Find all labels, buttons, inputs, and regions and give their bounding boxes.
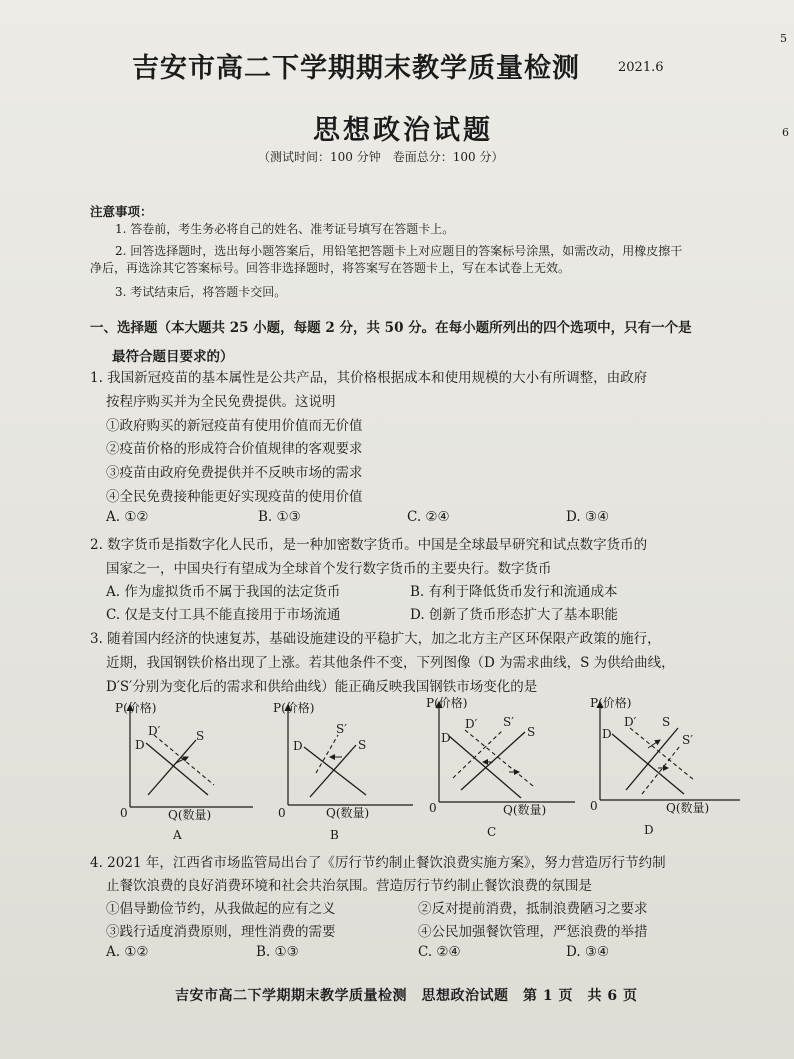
note-item: 3. 考试结束后，将答题卡交回。 xyxy=(115,285,287,299)
d-label: D xyxy=(135,738,145,752)
q1-option-b: B. ①③ xyxy=(258,509,301,525)
s-label: S xyxy=(662,715,671,729)
supply-curve-shifted xyxy=(642,746,680,794)
supply-curve-shifted xyxy=(453,730,503,778)
x-axis-label: Q(数量) xyxy=(326,806,370,820)
q2-option-c: C. 仅是支付工具不能直接用于市场流通 xyxy=(106,607,341,623)
question-3-stem-cont: 近期，我国钢铁价格出现了上涨。若其他条件不变，下列图像（D 为需求曲线，S 为供给曲线， xyxy=(106,655,675,671)
q3-graph-d xyxy=(590,690,750,840)
q4-statement-2: ②反对提前消费，抵制浪费陋习之要求 xyxy=(418,901,648,917)
question-3-stem: 3. 随着国内经济的快速复苏，基础设施建设的平稳扩大，加之北方主产区环保限产政策的施行， xyxy=(90,631,661,647)
graph-name: D xyxy=(644,823,654,837)
exam-title: 吉安市高二下学期期末教学质量检测 xyxy=(132,53,580,84)
q4-option-b: B. ①③ xyxy=(256,944,299,960)
y-axis-label: P(价格) xyxy=(273,701,315,715)
q3-graph-b xyxy=(268,695,418,845)
y-axis-label: P(价格) xyxy=(590,696,632,710)
q3-graph-c xyxy=(425,690,585,840)
graph-name: C xyxy=(487,825,497,839)
question-4-stem-cont: 止餐饮浪费的良好消费环境和社会共治氛围。营造厉行节约制止餐饮浪费的氛围是 xyxy=(106,878,592,894)
q1-statement-3: ③疫苗由政府免费提供并不反映市场的需求 xyxy=(106,465,363,481)
q2-option-a: A. 作为虚拟货币不属于我国的法定货币 xyxy=(106,584,341,600)
graph-name: B xyxy=(330,828,339,842)
s-label: S xyxy=(527,725,536,739)
q4-option-d: D. ③④ xyxy=(566,944,610,960)
q4-statement-1: ①倡导勤俭节约，从我做起的应有之义 xyxy=(106,901,336,917)
q1-statement-4: ④全民免费接种能更好实现疫苗的使用价值 xyxy=(106,489,363,505)
supply-curve xyxy=(148,740,196,795)
s-prime-label: S′ xyxy=(336,722,347,736)
question-1-stem: 1. 我国新冠疫苗的基本属性是公共产品，其价格根据成本和使用规模的大小有所调整，由政府 xyxy=(90,370,648,386)
note-item: 1. 答卷前，考生务必将自己的姓名、准考证号填写在答题卡上。 xyxy=(115,222,455,236)
section-heading-cont: 最符合题目要求的） xyxy=(112,349,234,365)
s-prime-label: S′ xyxy=(503,715,514,729)
origin-label: 0 xyxy=(278,806,286,820)
d-prime-label: D′ xyxy=(465,717,478,731)
q1-statement-2: ②疫苗价格的形成符合价值规律的客观要求 xyxy=(106,441,363,457)
demand-curve xyxy=(304,747,366,795)
q2-option-b: B. 有利于降低货币发行和流通成本 xyxy=(410,584,618,600)
notes-heading: 注意事项： xyxy=(90,204,153,219)
page-footer: 吉安市高二下学期期末教学质量检测 思想政治试题 第 1 页 共 6 页 xyxy=(175,988,638,1004)
origin-label: 0 xyxy=(429,801,437,815)
question-2-stem-cont: 国家之一，中国央行有望成为全球首个发行数字货币的主要央行。数字货币 xyxy=(106,561,552,577)
section-heading: 一、选择题（本大题共 25 小题，每题 2 分，共 50 分。在每小题所列出的四个选项中，只有一个是 xyxy=(90,320,692,336)
q2-option-d: D. 创新了货币形态扩大了基本职能 xyxy=(410,607,618,623)
x-axis-label: Q(数量) xyxy=(503,803,547,817)
x-axis-label: Q(数量) xyxy=(168,808,212,822)
d-label: D xyxy=(602,727,612,741)
d-label: D xyxy=(441,731,451,745)
subject-title: 思想政治试题 xyxy=(313,115,493,146)
q1-option-d: D. ③④ xyxy=(566,509,610,525)
s-label: S xyxy=(358,738,367,752)
y-axis-label: P(价格) xyxy=(426,696,468,710)
d-prime-label: D′ xyxy=(624,715,637,729)
margin-mark-right: 6 xyxy=(782,126,789,139)
q4-option-c: C. ②④ xyxy=(418,944,461,960)
q1-option-a: A. ①② xyxy=(106,509,149,525)
question-2-stem: 2. 数字货币是指数字化人民币，是一种加密数字货币。中国是全球最早研究和试点数字货币的 xyxy=(90,537,648,553)
time-info: （测试时间：100 分钟 卷面总分：100 分） xyxy=(258,150,504,164)
note-item: 2. 回答选择题时，选出每小题答案后，用铅笔把答题卡上对应题目的答案标号涂黑，如需改动，用橡皮擦干 xyxy=(115,244,683,258)
x-axis-label: Q(数量) xyxy=(666,801,710,815)
origin-label: 0 xyxy=(590,799,598,813)
graph-name: A xyxy=(173,828,182,842)
question-4-stem: 4. 2021 年，江西省市场监管局出台了《厉行节约制止餐饮浪费实施方案》，努力营造厉行节约制 xyxy=(90,855,666,871)
d-label: D xyxy=(293,739,303,753)
margin-mark-top: 5 xyxy=(780,32,787,45)
y-axis-label: P(价格) xyxy=(115,701,157,715)
exam-date: 2021.6 xyxy=(618,60,664,75)
s-prime-label: S′ xyxy=(682,733,693,747)
origin-label: 0 xyxy=(120,806,128,820)
note-item: 净后，再选涂其它答案标号。回答非选择题时，将答案写在答题卡上，写在本试卷上无效。 xyxy=(90,261,571,275)
d-prime-label: D′ xyxy=(148,724,161,738)
q4-statement-4: ④公民加强餐饮管理，严惩浪费的举措 xyxy=(418,924,648,940)
q3-graph-a xyxy=(108,695,258,845)
supply-curve-shifted xyxy=(316,735,338,773)
q1-statement-1: ①政府购买的新冠疫苗有使用价值而无价值 xyxy=(106,418,363,434)
question-3-stem-cont2: D′S′分别为变化后的需求和供给曲线）能正确反映我国钢铁市场变化的是 xyxy=(106,679,538,695)
q1-option-c: C. ②④ xyxy=(407,509,450,525)
q4-option-a: A. ①② xyxy=(106,944,149,960)
question-1-stem-cont: 按程序购买并为全民免费提供。这说明 xyxy=(106,394,336,410)
s-label: S xyxy=(196,729,205,743)
q4-statement-3: ③践行适度消费原则，理性消费的需要 xyxy=(106,924,336,940)
